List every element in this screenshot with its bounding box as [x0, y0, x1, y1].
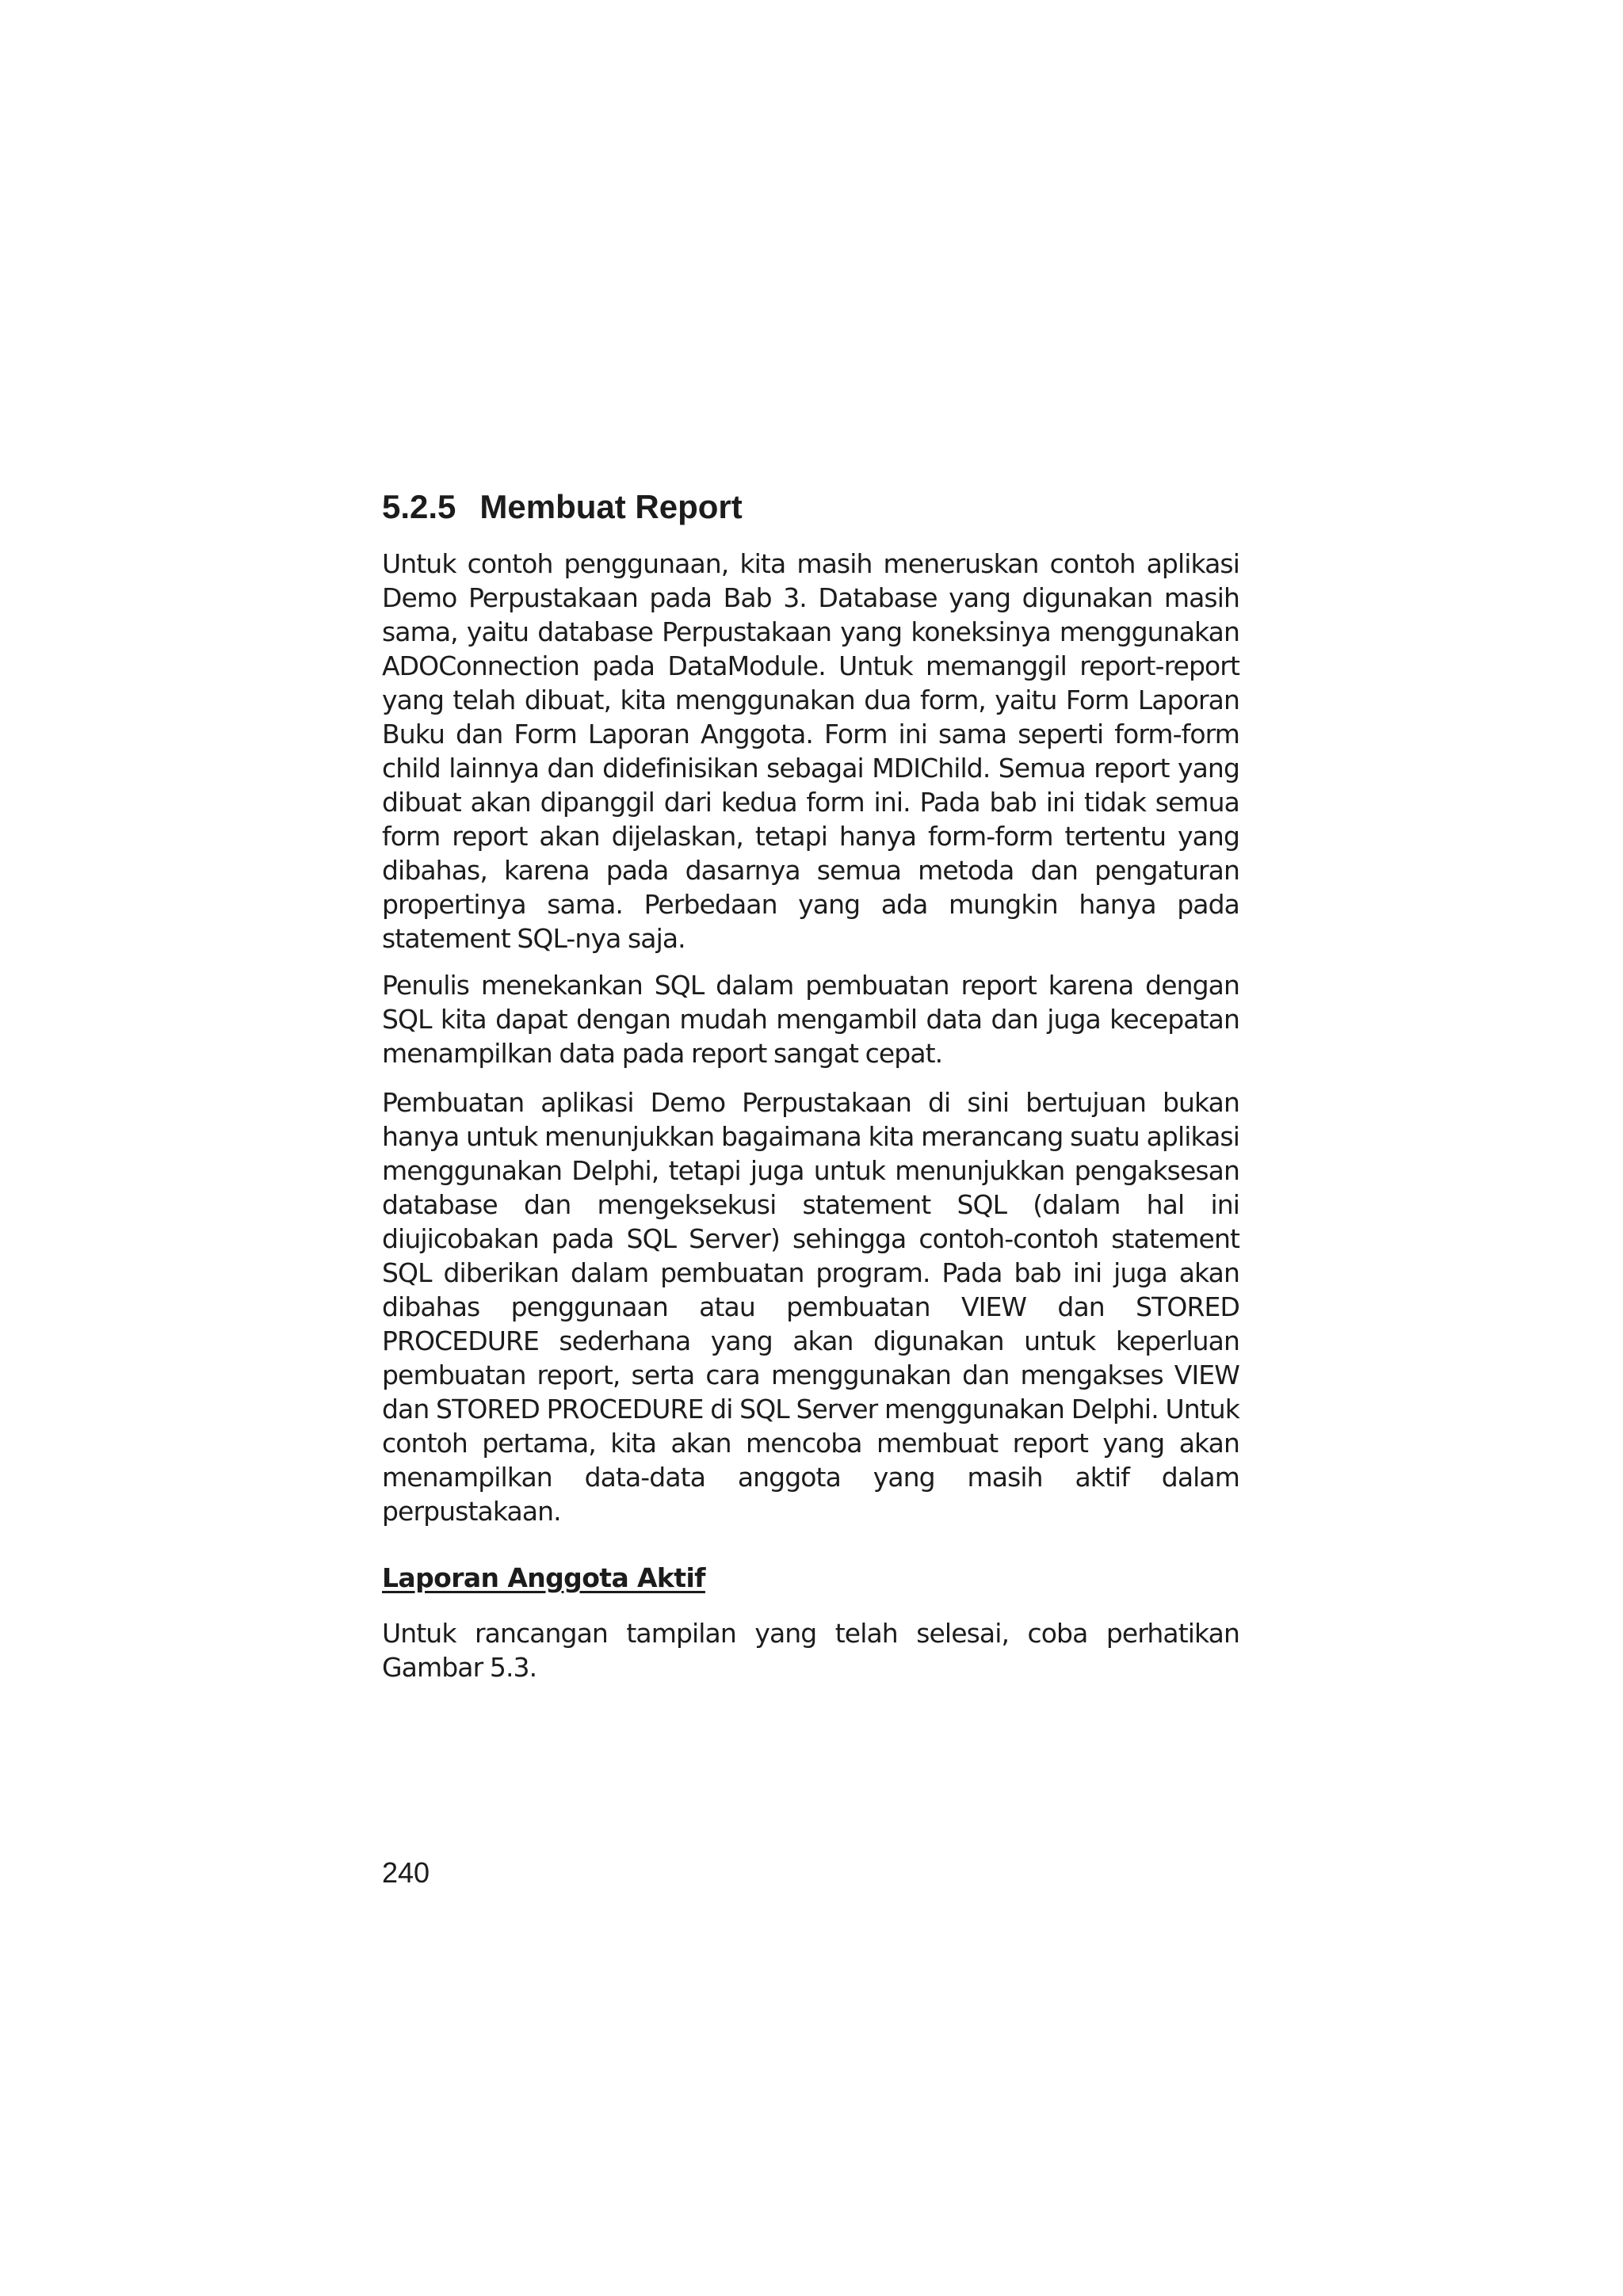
book-page: [382, 0, 1239, 2296]
section-number: 5.2.5: [382, 488, 456, 525]
page-number: 240: [382, 1856, 430, 1889]
body-paragraph: Untuk contoh penggunaan, kita masih meneruskan contoh aplikasi Demo Perpustakaan pada Bab 3. Database yang digunakan masih sama, yaitu database Perpustakaan yang koneksinya menggunakan ADOConnection pada DataModule. Untuk memanggil report-report yang telah dibuat, kita menggunakan dua form, yaitu Form Laporan Buku dan Form Laporan Anggota. Form ini sama seperti form-form child lainnya dan didefinisikan sebagai MDIChild. Semua report yang dibuat akan dipanggil dari kedua form ini. Pada bab ini tidak semua form report akan dijelaskan, tetapi hanya form-form tertentu yang dibahas, karena pada dasarnya semua metoda dan pengaturan propertinya sama. Perbedaan yang ada mungkin hanya pada statement SQL-nya saja.: [382, 548, 1239, 954]
section-heading: [382, 485, 743, 529]
subsection-heading: Laporan Anggota Aktif: [382, 1562, 705, 1593]
body-paragraph: Pembuatan aplikasi Demo Perpustakaan di sini bertujuan bukan hanya untuk menunjukkan bagaimana kita merancang suatu aplikasi menggunakan Delphi, tetapi juga untuk menunjukkan pengaksesan database dan mengeksekusi statement SQL (dalam hal ini diujicobakan pada SQL Server) sehingga contoh-contoh statement SQL diberikan dalam pembuatan program. Pada bab ini juga akan dibahas penggunaan atau pembuatan VIEW dan STORED PROCEDURE sederhana yang akan digunakan untuk keperluan pembuatan report, serta cara menggunakan dan mengakses VIEW dan STORED PROCEDURE di SQL Server menggunakan Delphi. Untuk contoh pertama, kita akan mencoba membuat report yang akan menampilkan data-data anggota yang masih aktif dalam perpustakaan.: [382, 1087, 1239, 1527]
section-title: Membuat Report: [479, 488, 743, 525]
subsection-paragraph: Untuk rancangan tampilan yang telah selesai, coba perhatikan Gambar 5.3.: [382, 1618, 1239, 1683]
body-paragraph: Penulis menekankan SQL dalam pembuatan report karena dengan SQL kita dapat dengan mudah mengambil data dan juga kecepatan menampilkan data pada report sangat cepat.: [382, 970, 1239, 1069]
